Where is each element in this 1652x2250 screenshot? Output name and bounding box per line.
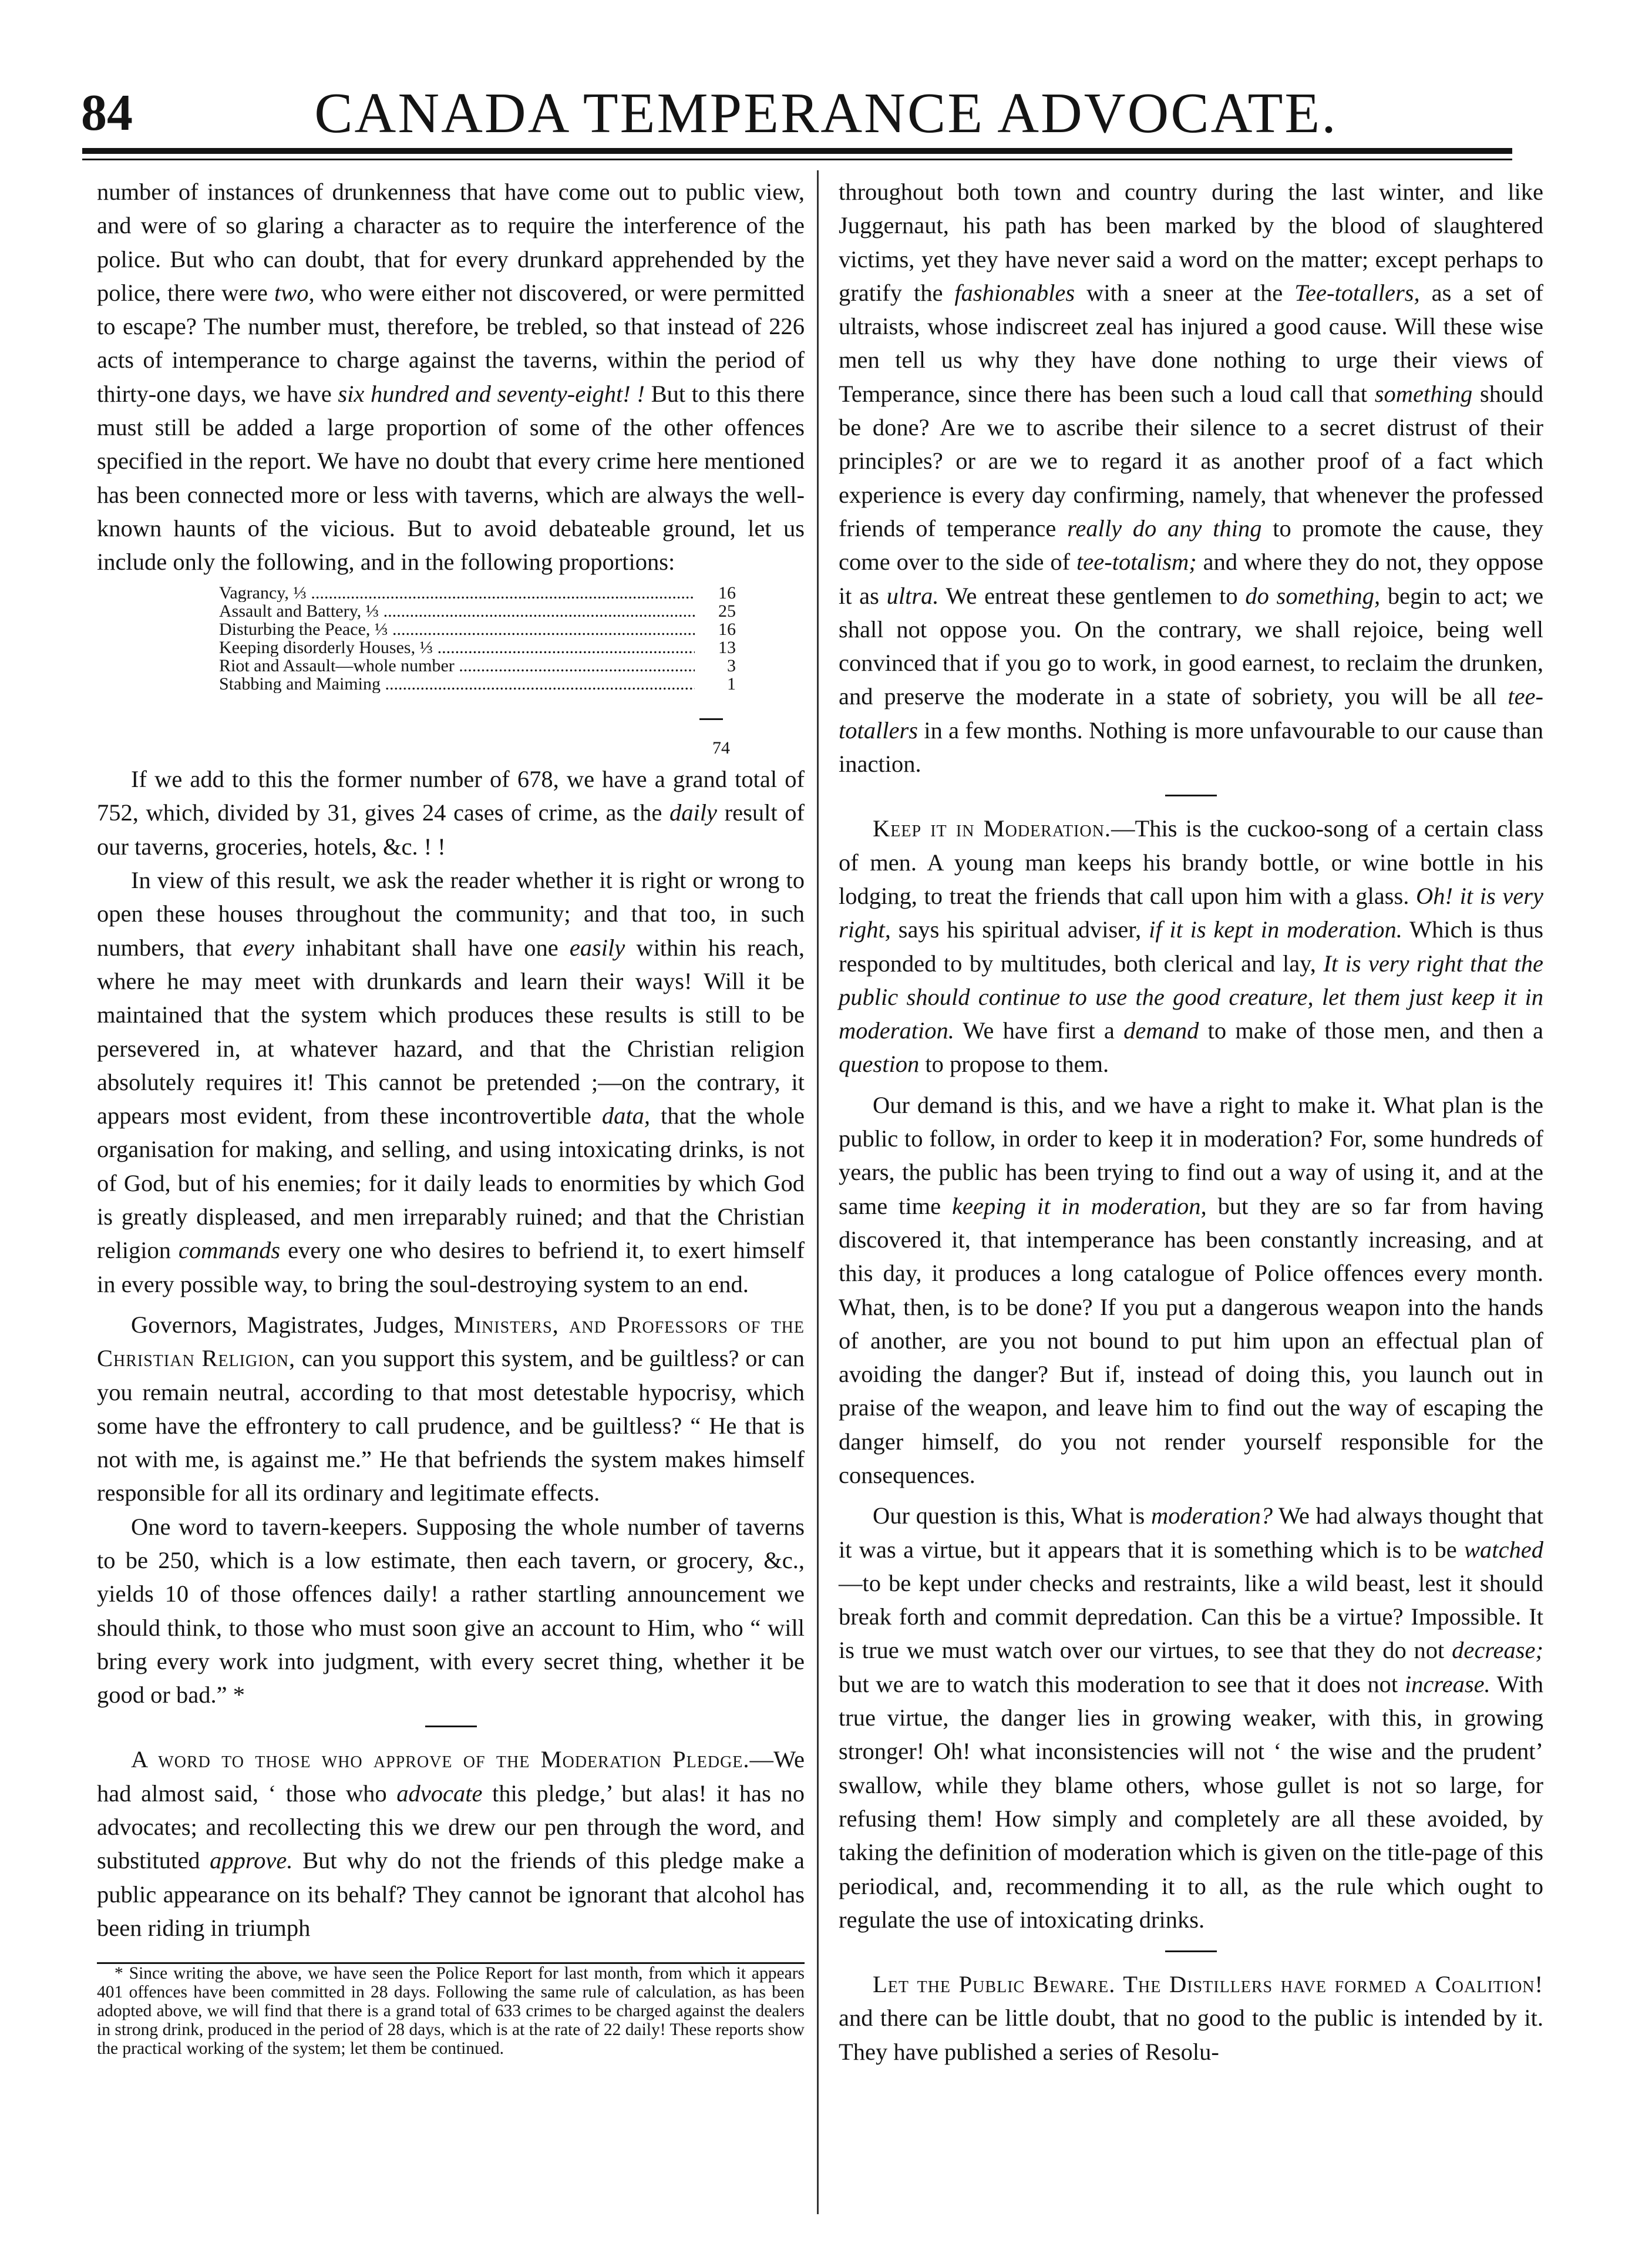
small-caps: Ministers, and Professors of the Christian Religion, [97, 1311, 805, 1372]
paragraph-continued [839, 175, 1543, 781]
text: We have first a [963, 1017, 1115, 1044]
emphasis: Oh! it is very right, [839, 882, 1544, 943]
text: but they are so far from having discovered it, that intemperance has been constantly increasing, and at this day, it produces a long catalogue of Police offences every month. What, then, is to be done? If you put a dangerous weapon into the hands of another, are you not bound to put him upon an effectual plan of avoiding the danger? But if, instead of doing this, you launch out in praise of the weapon, and leave him to find out the way of escaping the danger himself, do you not render yourself responsible for the consequences. [839, 1192, 1544, 1488]
section-separator [425, 1726, 477, 1727]
text: says his spiritual adviser, [898, 916, 1142, 943]
tally-value: 1 [727, 674, 736, 694]
page-header [0, 75, 1652, 152]
tally-row [219, 657, 736, 675]
emphasis: increase. [1404, 1670, 1490, 1697]
tally-row [219, 602, 736, 620]
text: every one who desires to befriend it, to exert himself in every possible way, to bring the soul-destroying system to an end. [97, 1237, 805, 1297]
tally-row [219, 584, 736, 602]
text: this pledge,’ but alas! it has no advocates; and recollecting this we drew our pen through the word, and substituted [97, 1780, 805, 1874]
text: should be done? Are we to ascribe their silence to a secret distrust of their principles? or are we to regard it as another proof of a fact which experience is every day confirming, namely, that whenever the professed friends of temperance [839, 380, 1543, 542]
emphasis: data, [601, 1102, 651, 1129]
emphasis: question [839, 1051, 920, 1078]
text: in a few months. Nothing is more unfavourable to our cause than inaction. [839, 717, 1544, 778]
left-column [97, 175, 805, 2058]
text: One word to tavern-keepers. Supposing the whole number of taverns to be 250, which is a low estimate, then each tavern, or grocery, &c., yields 10 of those offences daily! a rather startling announcement we should think, to those who must soon give an account to Him, who “ will bring every work into judgment, with every secret thing, whether it be good or bad.” * [97, 1513, 805, 1708]
emphasis: tee-totallers [839, 683, 1544, 744]
section-heading: Let the Public Beware. The Distillers have formed a Coalition! [873, 1971, 1543, 1998]
text: Our demand is this, and we have a right to make it. What plan is the public to follow, in order to keep it in moderation? For, some hundreds of years, the public has been trying to find out a way of using it, and at the same time [839, 1091, 1543, 1219]
tally-row [219, 638, 736, 657]
tally-label: Keeping disorderly Houses, ⅓ ..... [219, 638, 695, 657]
emphasis: really do any thing [1067, 514, 1262, 542]
text: Our question is this, What is [873, 1502, 1145, 1529]
tally-value: 16 [718, 583, 736, 603]
tally-row [219, 620, 736, 638]
section-separator [1165, 795, 1217, 796]
text: within his reach, where he may meet with drunkards and learn their ways! Will it be maintained that the system which produces these results is still to be persevered in, at whatever hazard, and that the Christian religion absolutely requires it! This cannot be pretended ;—on the contrary, it appears most evident, from these incontrovertible [97, 934, 805, 1129]
emphasis: commands [178, 1237, 281, 1264]
text: Which is thus responded to by multitudes, both clerical and lay, [839, 916, 1544, 977]
text: result of our taverns, groceries, hotels, &c. ! ! [97, 799, 805, 860]
text: —We had almost said, ‘ those who [97, 1746, 805, 1807]
offence-tally [219, 584, 736, 693]
tally-label: Riot and Assault—whole number ..... [219, 657, 695, 675]
emphasis: keeping it in moderation, [952, 1192, 1207, 1219]
text: to promote the cause, they come over to the side of [839, 514, 1543, 576]
emphasis: fashionables [954, 279, 1075, 306]
text: number of instances of drunkenness that have come out to public view, and were of so glaring a character as to require the interference of the police. But who can doubt, that for every drunkard apprehended by the police, there were [97, 179, 805, 306]
tally-value: 3 [727, 655, 736, 675]
paragraph-result [97, 863, 805, 1301]
paragraph-keep-moderation [839, 812, 1543, 1081]
emphasis: do something, [1245, 582, 1381, 609]
emphasis: every [243, 934, 295, 961]
paragraph-tavern-keepers [97, 1510, 805, 1712]
tally-sum-rule [699, 718, 723, 720]
tally-total-row [219, 695, 736, 763]
text: —This is the cuckoo-song of a certain class of men. A young man keeps his brandy bottle, or wine bottle in his lodging, to treat the friends that call upon him with a glass. [839, 815, 1544, 909]
text: throughout both town and country during the last winter, and like Juggernaut, his path has been marked by the blood of slaughtered victims, yet they have never said a word on the matter; except perhaps to gratify the [839, 179, 1543, 306]
paragraph-our-demand [839, 1088, 1543, 1492]
text: to make of those men, and then a [1207, 1017, 1544, 1044]
text: but we are to watch this moderation to see that it does not [839, 1670, 1398, 1697]
text: But why do not the friends of this pledge make a public appearance on its behalf? They cannot be ignorant that alcohol has been riding in triumph [97, 1847, 805, 1941]
tally-label: Vagrancy, ⅓ ..... [219, 584, 695, 602]
paragraph-grand-total [97, 762, 805, 863]
section-heading: A word to those who approve of the Moderation Pledge. [131, 1746, 750, 1773]
column-divider [817, 170, 819, 2214]
text: —to be kept under checks and restraints, like a wild beast, lest it should break forth and commit depredation. Can this be a virtue? Impossible. It is true we must watch over our virtues, to see that they do not [839, 1569, 1543, 1664]
text: that the whole organisation for making, and selling, and using intoxicating drinks, is not of God, but of his enemies; for it daily leads to enormities by which God is greatly displeased, and men irreparably ruined; and that the Christian religion [97, 1102, 805, 1264]
text: We entreat these gentlemen to [946, 582, 1238, 609]
text: can you support this system, and be guiltless? or can you remain neutral, according to that most detestable hypocrisy, which some have the effrontery to call prudence, and be guiltless? “ He that is not with me, is against me.” He that befriends the system makes himself responsible for all its ordinary and legitimate effects. [97, 1345, 805, 1506]
emphasis: It is very right that the public should continue to use the good creature, let them just keep it in moderation. [839, 950, 1543, 1044]
footnote: * Since writing the above, we have seen the Police Report for last month, from which it appears 401 offences have been committed in 28 days. Following the same rule of calculation, as has been adopted above, we will find that there is a grand total of 633 crimes to be charged against the dealers in strong drink, produced in the period of 28 days, which is at the rate of 22 daily! These reports show the practical working of the system; let them be continued. [97, 1964, 805, 2059]
emphasis: if it is kept in moderation. [1149, 916, 1402, 943]
text: If we add to this the former number of 678, we have a grand total of 752, which, divided by 31, gives 24 cases of crime, as the [97, 766, 805, 826]
section-heading: Keep it in Moderation. [873, 815, 1111, 842]
text: In view of this result, we ask the reader whether it is right or wrong to open these houses throughout the community; and that too, in such numbers, that [97, 867, 805, 961]
emphasis: Tee-totallers, [1294, 279, 1420, 306]
page-number: 84 [81, 85, 133, 142]
text: Governors, Magistrates, Judges, [131, 1311, 445, 1338]
journal-title: CANADA TEMPERANCE ADVOCATE. [314, 82, 1338, 145]
tally-value: 13 [718, 637, 736, 657]
text: But to this there must still be added a large proportion of some of the other offences specified in the report. We have no doubt that every crime here mentioned has been connected more or less with taverns, which are always the well-known haunts of the vicious. But to avoid debateable ground, let us include only the following, and in the following proportions: [97, 380, 805, 576]
tally-label: Disturbing the Peace, ⅓ ..... [219, 620, 695, 638]
emphasis: six hundred and seventy-eight! ! [338, 380, 645, 407]
text: who were either not discovered, or were permitted to escape? The number must, therefore, be trebled, so that instead of 226 acts of intemperance to charge against the taverns, within the period of thirty-one days, we have [97, 279, 805, 407]
text: and where they do not, they oppose it as [839, 549, 1544, 609]
emphasis: ultra. [886, 582, 939, 609]
text: to propose to them. [925, 1051, 1109, 1078]
emphasis: two, [274, 279, 315, 306]
emphasis: something [1374, 380, 1473, 407]
text: inhabitant shall have one [305, 934, 558, 961]
emphasis: daily [669, 799, 718, 826]
emphasis: decrease; [1452, 1637, 1544, 1664]
tally-label: Stabbing and Maiming ..... [219, 675, 695, 693]
text: as a set of ultraists, whose indiscreet zeal has injured a good cause. Will these wise men tell us why they have done nothing to urge their views of Temperance, since there has been such a loud call that [839, 279, 1543, 407]
text: with a sneer at the [1086, 279, 1283, 306]
tally-total: 74 [712, 738, 730, 758]
text: We had always thought that it was a virtue, but it appears that it is something which is to be [839, 1502, 1543, 1563]
emphasis: easily [569, 934, 625, 961]
header-rule-thin [82, 159, 1512, 160]
paragraph-governors [97, 1308, 805, 1510]
text: With true virtue, the danger lies in growing weaker, with this, in growing stronger! Oh! what inconsistencies will not ‘ the wise and the prudent’ swallow, while they blame others, whose gullet is not so large, for refusing them! How simply and completely are all these avoided, by taking the definition of moderation which is given on the title-page of this periodical, and, recommending it to all, as the rule which ought to regulate the use of intoxicating drinks. [839, 1670, 1543, 1933]
text: and there can be little doubt, that no good to the public is intended by it. They have published a series of Resolu- [839, 2005, 1543, 2065]
tally-value: 16 [718, 619, 736, 639]
paragraph-police-counts [97, 175, 805, 579]
emphasis: advocate [396, 1780, 483, 1807]
header-rule-thick [82, 148, 1512, 154]
paragraph-our-question [839, 1499, 1543, 1936]
tally-value: 25 [718, 601, 736, 621]
tally-label: Assault and Battery, ⅓ ..... [219, 602, 695, 620]
emphasis: watched [1464, 1536, 1544, 1563]
text: begin to act; we shall not oppose you. On the contrary, we shall rejoice, being well convinced that if you go to work, in good earnest, to reclaim the drunken, and preserve the moderate in a state of sobriety, you will be all [839, 582, 1544, 710]
emphasis: approve. [210, 1847, 293, 1874]
section-separator [1165, 1950, 1217, 1952]
paragraph-moderation-pledge [97, 1743, 805, 1945]
emphasis: moderation? [1150, 1502, 1273, 1529]
tally-row [219, 675, 736, 693]
emphasis: demand [1123, 1017, 1199, 1044]
right-column [839, 175, 1543, 2069]
paragraph-distillers [839, 1968, 1543, 2069]
emphasis: tee-totalism; [1076, 549, 1197, 576]
